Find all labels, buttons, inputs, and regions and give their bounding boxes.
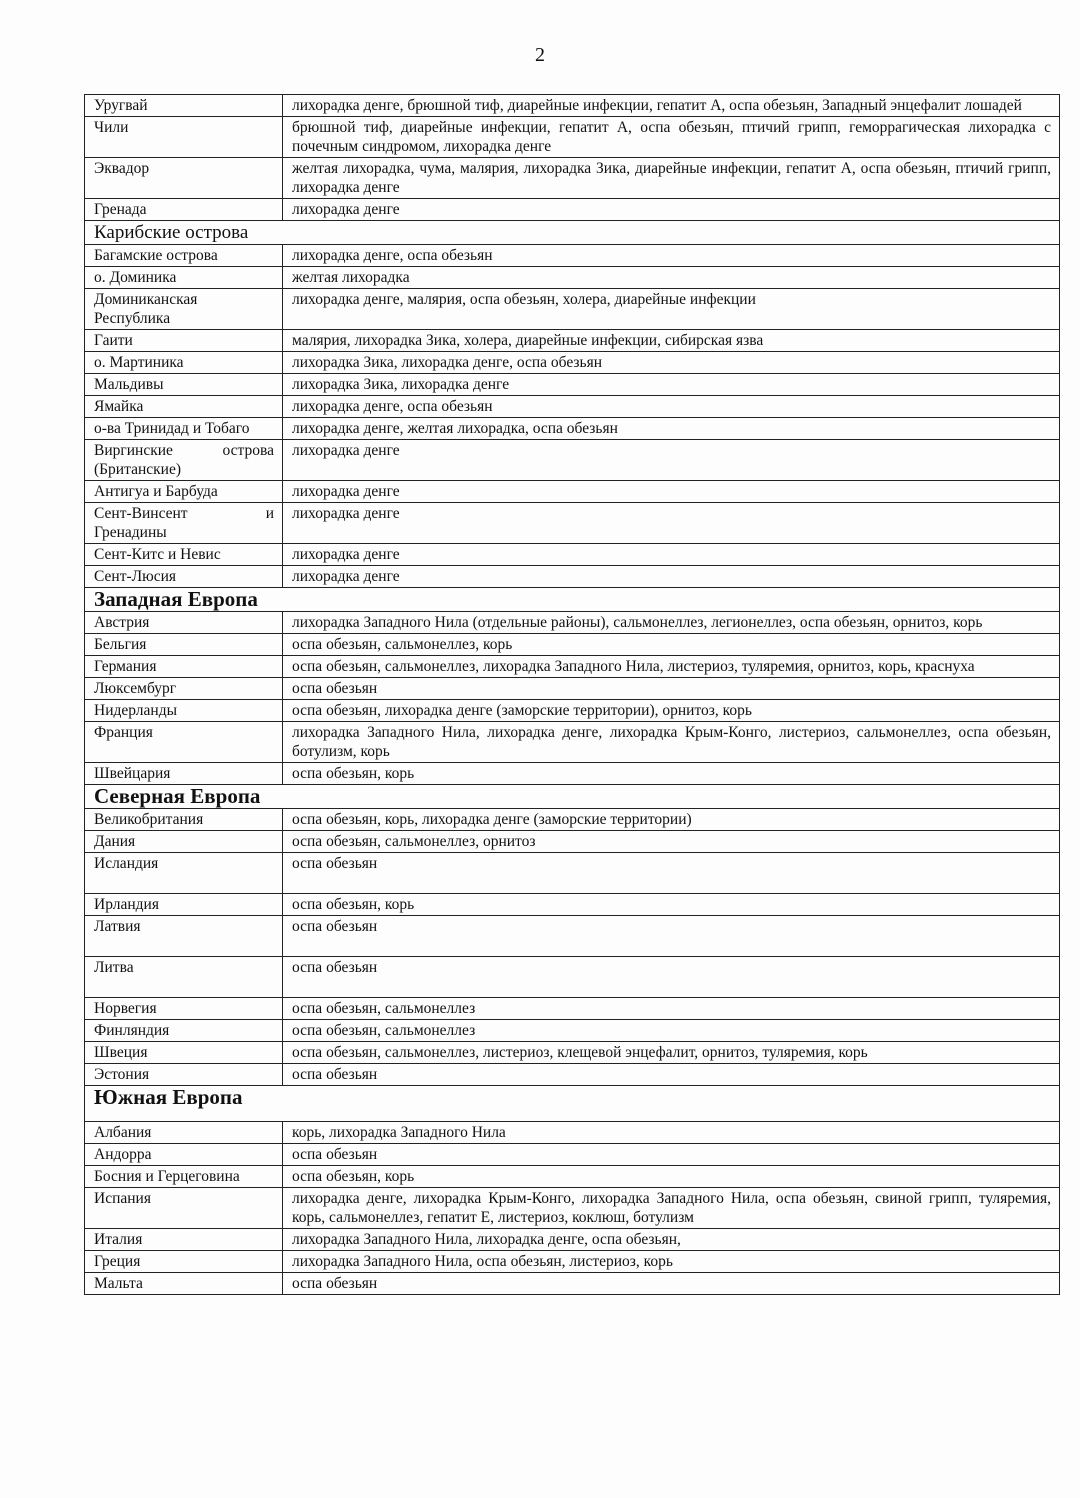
table-row — [85, 1229, 1060, 1251]
country-cell: Норвегия — [85, 998, 283, 1020]
table-row — [85, 117, 1060, 158]
diseases-cell: лихорадка денге, оспа обезьян — [283, 396, 1060, 418]
table-row — [85, 809, 1060, 831]
country-cell: Германия — [85, 656, 283, 678]
diseases-cell: оспа обезьян, сальмонеллез, лихорадка Западного Нила, листериоз, туляремия, орнитоз, корь, краснуха — [283, 656, 1060, 678]
table-row — [85, 722, 1060, 763]
country-cell: Гаити — [85, 330, 283, 352]
diseases-cell: оспа обезьян, сальмонеллез — [283, 1020, 1060, 1042]
country-cell: Испания — [85, 1188, 283, 1229]
country-cell: Финляндия — [85, 1020, 283, 1042]
country-cell: Антигуа и Барбуда — [85, 481, 283, 503]
diseases-cell: лихорадка денге, малярия, оспа обезьян, холера, диарейные инфекции — [283, 289, 1060, 330]
table-row — [85, 95, 1060, 117]
table-row — [85, 656, 1060, 678]
country-cell: о-ва Тринидад и Тобаго — [85, 418, 283, 440]
table-row — [85, 612, 1060, 634]
table-row — [85, 199, 1060, 221]
diseases-cell: оспа обезьян — [283, 1064, 1060, 1086]
diseases-cell: оспа обезьян, сальмонеллез, орнитоз — [283, 831, 1060, 853]
region-header-row — [85, 1086, 1060, 1122]
diseases-cell: малярия, лихорадка Зика, холера, диарейные инфекции, сибирская язва — [283, 330, 1060, 352]
table-row — [85, 352, 1060, 374]
country-cell: Сент-Винсент и Гренадины — [85, 503, 283, 544]
country-cell: Багамские острова — [85, 245, 283, 267]
country-cell: Мальта — [85, 1273, 283, 1295]
country-cell: Нидерланды — [85, 700, 283, 722]
table-row — [85, 418, 1060, 440]
table-row — [85, 245, 1060, 267]
table-row — [85, 1188, 1060, 1229]
diseases-cell: оспа обезьян — [283, 853, 1060, 894]
country-cell: Исландия — [85, 853, 283, 894]
country-cell: Эстония — [85, 1064, 283, 1086]
table-row — [85, 1042, 1060, 1064]
country-cell: Дания — [85, 831, 283, 853]
diseases-cell: лихорадка денге, лихорадка Крым-Конго, лихорадка Западного Нила, оспа обезьян, свиной грипп, туляремия, корь, сальмонеллез, гепатит Е, листериоз, коклюш, ботулизм — [283, 1188, 1060, 1229]
diseases-cell: оспа обезьян — [283, 1144, 1060, 1166]
country-cell: Сент-Люсия — [85, 566, 283, 588]
table-row — [85, 267, 1060, 289]
country-cell: Швеция — [85, 1042, 283, 1064]
diseases-cell: лихорадка Западного Нила, лихорадка денге, оспа обезьян, — [283, 1229, 1060, 1251]
diseases-cell: лихорадка денге, брюшной тиф, диарейные инфекции, гепатит А, оспа обезьян, Западный энцефалит лошадей — [283, 95, 1060, 117]
table-row — [85, 503, 1060, 544]
table-row — [85, 634, 1060, 656]
table-row — [85, 894, 1060, 916]
table-row — [85, 158, 1060, 199]
diseases-cell: оспа обезьян, сальмонеллез, корь — [283, 634, 1060, 656]
page-number: 2 — [535, 44, 545, 66]
country-cell: Андорра — [85, 1144, 283, 1166]
table-row — [85, 998, 1060, 1020]
table-row — [85, 374, 1060, 396]
table-row — [85, 1064, 1060, 1086]
country-cell: Уругвай — [85, 95, 283, 117]
region-header-row — [85, 588, 1060, 612]
diseases-cell: лихорадка Западного Нила, лихорадка денге, лихорадка Крым-Конго, листериоз, сальмонеллез, оспа обезьян, ботулизм, корь — [283, 722, 1060, 763]
country-cell: Албания — [85, 1122, 283, 1144]
country-cell: о. Доминика — [85, 267, 283, 289]
country-cell: Бельгия — [85, 634, 283, 656]
diseases-cell: лихорадка денге — [283, 503, 1060, 544]
diseases-cell: лихорадка денге — [283, 566, 1060, 588]
diseases-cell: лихорадка Западного Нила (отдельные районы), сальмонеллез, легионеллез, оспа обезьян, орнитоз, корь — [283, 612, 1060, 634]
diseases-cell: оспа обезьян, корь, лихорадка денге (заморские территории) — [283, 809, 1060, 831]
table-row — [85, 853, 1060, 894]
diseases-cell: оспа обезьян, сальмонеллез — [283, 998, 1060, 1020]
table-row — [85, 1144, 1060, 1166]
country-cell: Сент-Китс и Невис — [85, 544, 283, 566]
diseases-cell: лихорадка денге — [283, 199, 1060, 221]
table-row — [85, 396, 1060, 418]
diseases-cell: лихорадка денге — [283, 481, 1060, 503]
region-title: Западная Европа — [85, 588, 1060, 612]
country-cell: о. Мартиника — [85, 352, 283, 374]
table-row — [85, 481, 1060, 503]
country-cell: Франция — [85, 722, 283, 763]
table-row — [85, 1122, 1060, 1144]
table-row — [85, 700, 1060, 722]
country-cell: Босния и Герцеговина — [85, 1166, 283, 1188]
country-cell: Литва — [85, 957, 283, 998]
table-row — [85, 831, 1060, 853]
disease-table — [84, 94, 1060, 1295]
country-cell: Ирландия — [85, 894, 283, 916]
table-row — [85, 440, 1060, 481]
table-row — [85, 1273, 1060, 1295]
region-title: Карибские острова — [85, 221, 1060, 245]
diseases-cell: желтая лихорадка — [283, 267, 1060, 289]
country-cell: Доминиканская Республика — [85, 289, 283, 330]
country-cell: Мальдивы — [85, 374, 283, 396]
diseases-cell: корь, лихорадка Западного Нила — [283, 1122, 1060, 1144]
country-cell: Великобритания — [85, 809, 283, 831]
country-cell: Люксембург — [85, 678, 283, 700]
diseases-cell: лихорадка денге — [283, 440, 1060, 481]
table-row — [85, 330, 1060, 352]
table-row — [85, 1166, 1060, 1188]
diseases-cell: лихорадка денге — [283, 544, 1060, 566]
table-row — [85, 1020, 1060, 1042]
region-header-row — [85, 221, 1060, 245]
diseases-cell: оспа обезьян, корь — [283, 763, 1060, 785]
country-cell: Греция — [85, 1251, 283, 1273]
diseases-cell: оспа обезьян, корь — [283, 1166, 1060, 1188]
country-cell: Гренада — [85, 199, 283, 221]
table-row — [85, 544, 1060, 566]
country-cell: Швейцария — [85, 763, 283, 785]
diseases-cell: желтая лихорадка, чума, малярия, лихорадка Зика, диарейные инфекции, гепатит А, оспа обезьян, птичий грипп, лихорадка денге — [283, 158, 1060, 199]
region-title: Северная Европа — [85, 785, 1060, 809]
table-row — [85, 957, 1060, 998]
country-cell: Австрия — [85, 612, 283, 634]
diseases-cell: лихорадка денге, оспа обезьян — [283, 245, 1060, 267]
region-title: Южная Европа — [85, 1086, 1060, 1122]
diseases-cell: оспа обезьян — [283, 678, 1060, 700]
table-row — [85, 916, 1060, 957]
diseases-cell: оспа обезьян — [283, 916, 1060, 957]
country-cell: Эквадор — [85, 158, 283, 199]
country-cell: Латвия — [85, 916, 283, 957]
diseases-cell: оспа обезьян, сальмонеллез, листериоз, клещевой энцефалит, орнитоз, туляремия, корь — [283, 1042, 1060, 1064]
country-cell: Виргинские острова (Британские) — [85, 440, 283, 481]
diseases-cell: брюшной тиф, диарейные инфекции, гепатит А, оспа обезьян, птичий грипп, геморрагическая лихорадка с почечным синдромом, лихорадка денге — [283, 117, 1060, 158]
diseases-cell: лихорадка Зика, лихорадка денге, оспа обезьян — [283, 352, 1060, 374]
table-row — [85, 566, 1060, 588]
country-cell: Чили — [85, 117, 283, 158]
country-cell: Ямайка — [85, 396, 283, 418]
table-row — [85, 763, 1060, 785]
diseases-cell: лихорадка денге, желтая лихорадка, оспа обезьян — [283, 418, 1060, 440]
diseases-cell: оспа обезьян, корь — [283, 894, 1060, 916]
disease-table-body — [85, 95, 1060, 1295]
region-header-row — [85, 785, 1060, 809]
table-row — [85, 289, 1060, 330]
diseases-cell: лихорадка Зика, лихорадка денге — [283, 374, 1060, 396]
country-cell: Италия — [85, 1229, 283, 1251]
diseases-cell: оспа обезьян, лихорадка денге (заморские территории), орнитоз, корь — [283, 700, 1060, 722]
table-row — [85, 678, 1060, 700]
diseases-cell: лихорадка Западного Нила, оспа обезьян, листериоз, корь — [283, 1251, 1060, 1273]
diseases-cell: оспа обезьян — [283, 1273, 1060, 1295]
table-row — [85, 1251, 1060, 1273]
diseases-cell: оспа обезьян — [283, 957, 1060, 998]
